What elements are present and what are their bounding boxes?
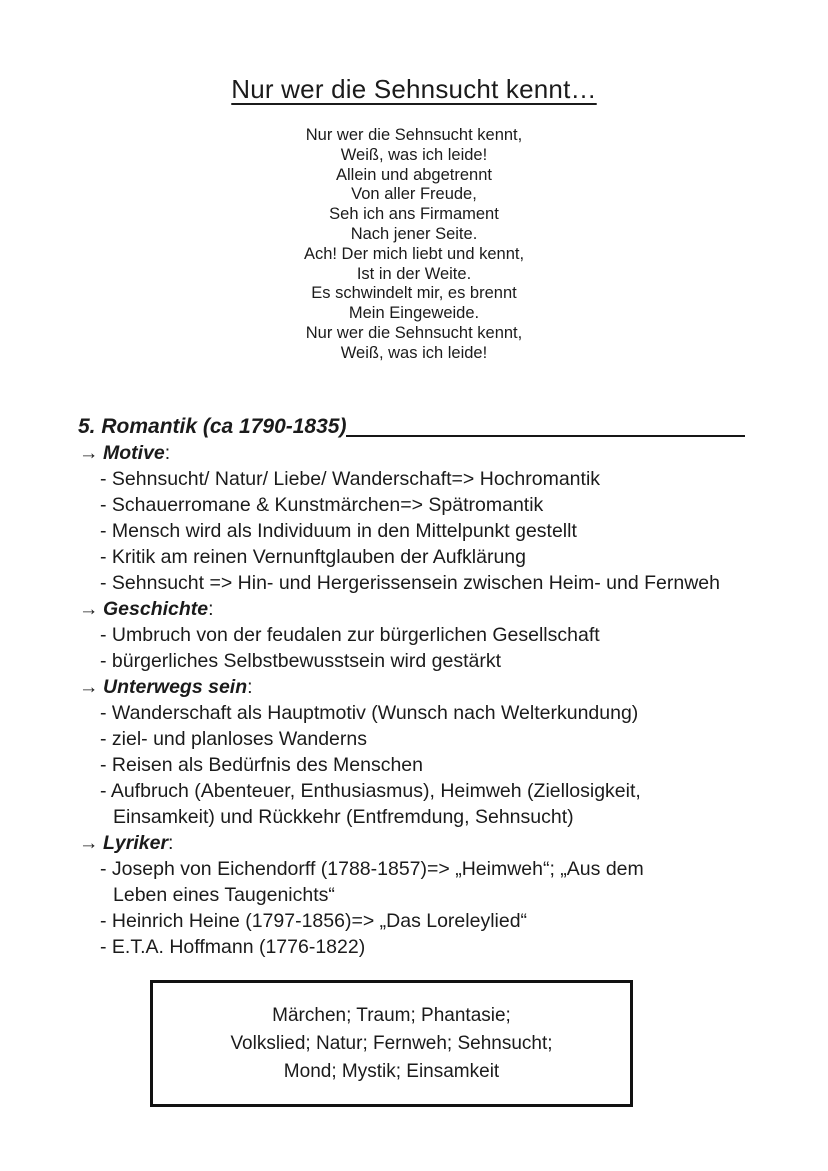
poem-line: Nur wer die Sehnsucht kennt, [305,323,523,342]
heading-underline [346,435,745,437]
arrow-icon: → [79,831,99,854]
poem-line: Weiß, was ich leide! [340,343,488,362]
list-item: - ziel- und planloses Wanderns [100,727,367,750]
poem-line: Mein Eingeweide. [348,304,480,323]
list-item-continuation: Einsamkeit) und Rückkehr (Entfremdung, Sehnsucht) [113,805,574,828]
poem-line: Ist in der Weite. [356,264,472,283]
poem-line: Weiß, was ich leide! [340,145,488,164]
group-header-motive [0,440,828,466]
list-item: - Aufbruch (Abenteuer, Enthusiasmus), Heimweh (Ziellosigkeit, [100,779,641,802]
keywords-line: Volkslied; Natur; Fernweh; Sehnsucht; [230,1032,553,1054]
list-item: - Reisen als Bedürfnis des Menschen [100,753,423,776]
poem-line: Von aller Freude, [351,185,477,204]
poem-line: Nur wer die Sehnsucht kennt, [305,126,523,144]
group-label: Lyriker [103,831,169,854]
group-colon: : [208,597,214,620]
section-heading-row [0,414,745,440]
list-item: - Joseph von Eichendorff (1788-1857)=> „Heimweh“; „Aus dem [100,857,644,880]
list-item: - Heinrich Heine (1797-1856)=> „Das Loreleylied“ [100,909,528,932]
list-item: - bürgerliches Selbstbewusstsein wird gestärkt [100,649,502,672]
group-label: Motive [103,441,165,464]
list-item: - Sehnsucht/ Natur/ Liebe/ Wanderschaft=> Hochromantik [100,467,601,490]
list-item: - Umbruch von der feudalen zur bürgerlichen Gesellschaft [100,623,600,646]
arrow-icon: → [79,675,99,698]
keywords-line: Märchen; Traum; Phantasie; [272,1004,511,1026]
poem-line: Es schwindelt mir, es brennt [311,284,517,303]
keywords-line: Mond; Mystik; Einsamkeit [283,1060,500,1082]
group-header-lyriker [0,830,828,856]
group-header-geschichte [0,596,828,622]
group-label: Unterwegs sein [103,675,248,698]
list-item: - Kritik am reinen Vernunftglauben der Aufklärung [100,545,527,568]
list-item-continuation: Leben eines Taugenichts“ [113,883,335,906]
group-colon: : [168,831,174,854]
keywords-box [150,980,633,1107]
list-item: - E.T.A. Hoffmann (1776-1822) [100,935,366,958]
group-colon: : [247,675,253,698]
group-header-unterwegs-sein [0,674,828,700]
arrow-icon: → [79,441,99,464]
poem-line: Nach jener Seite. [350,224,478,243]
section-heading: 5. Romantik (ca 1790-1835) [78,414,347,438]
poem-line: Ach! Der mich liebt und kennt, [303,244,525,263]
page-title: Nur wer die Sehnsucht kennt… [231,74,597,104]
list-item: - Wanderschaft als Hauptmotiv (Wunsch nach Welterkundung) [100,701,639,724]
group-label: Geschichte [103,597,209,620]
list-item: - Sehnsucht => Hin- und Hergerissensein zwischen Heim- und Fernweh [100,571,720,594]
arrow-icon: → [79,597,99,620]
poem [0,126,828,364]
section-romantik [0,414,828,960]
poem-line: Seh ich ans Firmament [329,205,499,224]
list-item: - Schauerromane & Kunstmärchen=> Spätromantik [100,493,544,516]
list-item: - Mensch wird als Individuum in den Mittelpunkt gestellt [100,519,577,542]
poem-line: Allein und abgetrennt [336,165,492,184]
group-colon: : [164,441,171,464]
